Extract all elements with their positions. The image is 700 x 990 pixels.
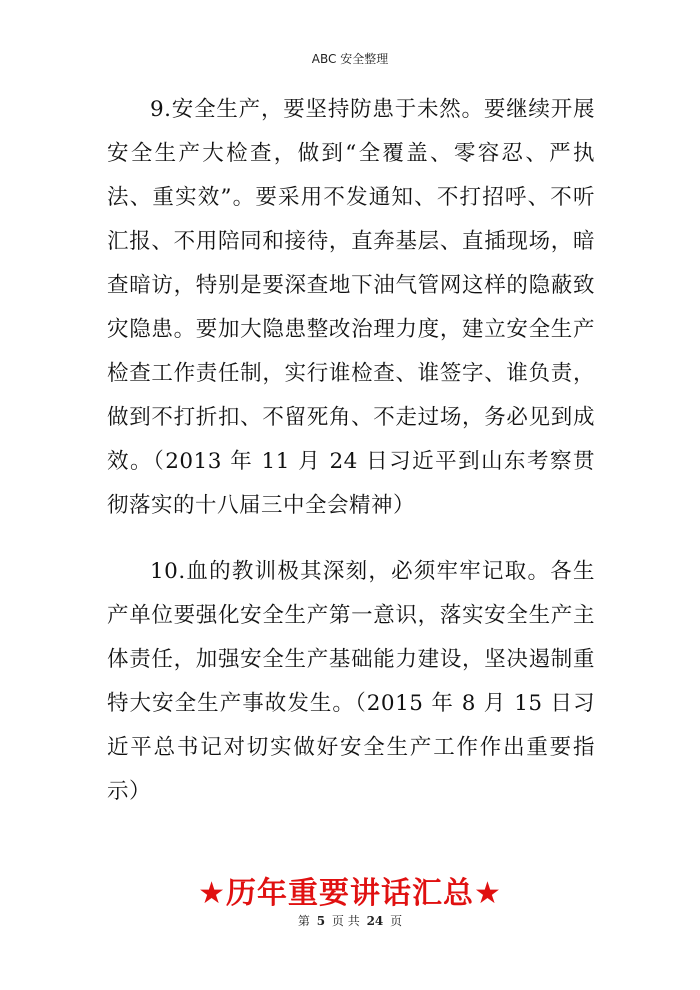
footer-total-pages: 24 — [366, 914, 384, 928]
page-footer — [0, 912, 700, 929]
footer-suffix: 页 — [390, 914, 403, 928]
page-header: ABC 安全整理 — [311, 52, 389, 66]
section-banner: ★历年重要讲话汇总★ — [198, 876, 502, 911]
footer-prefix: 第 — [297, 914, 310, 928]
paragraph-9: 9.安全生产，要坚持防患于未然。要继续开展安全生产大检查，做到“全覆盖、零容忍、严执法、重实效”。要采用不发通知、不打招呼、不听汇报、不用陪同和接待，直奔基层、直插现场，暗查暗访，特别是要深查地下油气管网这样的隐蔽致灾隐患。要加大隐患整改治理力度，建立安全生产检查工作责任制，实行谁检查、谁签字、谁负责，做到不打折扣、不留死角、不走过场，务必见到成效。（2013 年 11 月 24 日习近平到山东考察贯彻落实的十八届三中全会精神） — [107, 97, 595, 518]
footer-page-number: 5 — [316, 914, 326, 928]
footer-middle: 页 共 — [331, 914, 360, 928]
document-body — [107, 88, 595, 836]
paragraph-10: 10.血的教训极其深刻，必须牢牢记取。各生产单位要强化安全生产第一意识，落实安全生产主体责任，加强安全生产基础能力建设，坚决遏制重特大安全生产事故发生。（2015 年 8 月 15 日习近平总书记对切实做好安全生产工作作出重要指示） — [107, 559, 595, 804]
